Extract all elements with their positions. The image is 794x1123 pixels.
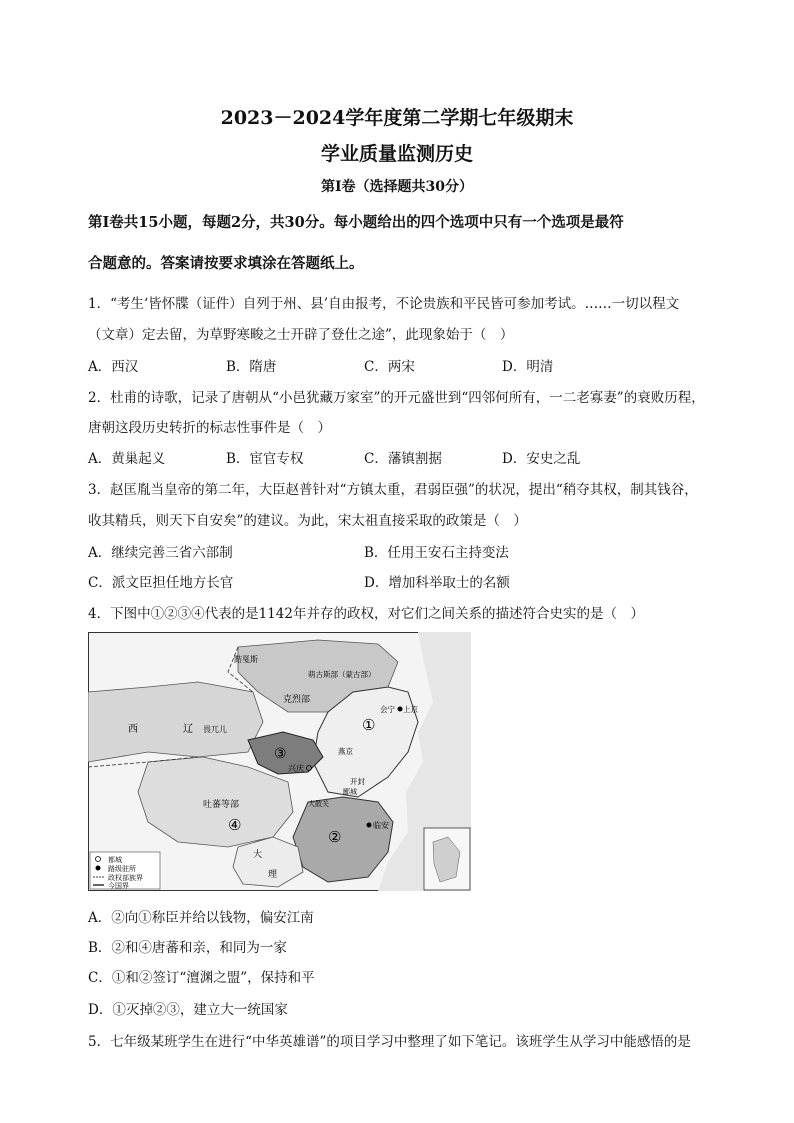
legend-regime-border: 政权部族界 <box>108 874 143 882</box>
exam-title-line2: 学业质量监测历史 <box>320 143 473 165</box>
label-menggu: 萌古斯部（蒙古部） <box>308 670 376 679</box>
q3-stem-line2: 收其精兵，则天下自安矣”的建议。为此，宋太祖直接采取的政策是（ ） <box>88 513 527 529</box>
label-region-3: ③ <box>274 746 287 762</box>
q3-option-c[interactable]: C．派文臣担任地方长官 <box>88 575 234 591</box>
label-shangjing: 上京 <box>403 705 418 714</box>
q3-option-b[interactable]: B．任用王安石主持变法 <box>364 545 509 561</box>
label-dali-2: 理 <box>268 870 278 880</box>
q1-stem-line2: （文章）定去留，为草野寒畯之士开辟了登仕之途”，此现象始于（ ） <box>88 327 514 343</box>
q1-stem-line1: 1．“考生‘皆怀牒（证件）自列于州、县’自由报考，不论贵族和平民皆可参加考试。……一切以程文 <box>88 296 680 312</box>
q4-stem-line1: 4．下图中①②③④代表的是1142年并存的政权，对它们之间关系的描述符合史实的是（ ） <box>88 606 644 622</box>
map-region-west-liao <box>88 682 263 762</box>
q2-stem-line1: 2．杜甫的诗歌，记录了唐朝从“小邑犹藏万家室”的开元盛世到“四邻何所有，一二老寡妻”的衰败历程， <box>88 390 705 406</box>
label-sanguan: 大散关 <box>308 800 329 808</box>
q3-option-d[interactable]: D．增加科举取士的名额 <box>364 575 510 591</box>
q2-option-b[interactable]: B．宦官专权 <box>226 451 304 467</box>
q4-option-b[interactable]: B．②和④唐蕃和亲，和同为一家 <box>88 940 287 956</box>
q2-stem-line2: 唐朝这段历史转折的标志性事件是（ ） <box>88 420 331 436</box>
label-huining: 会宁 <box>380 705 395 714</box>
legend-modern-border: 今国界 <box>108 882 129 890</box>
label-xi: 西 <box>128 724 138 735</box>
q5-stem-line1: 5．七年级某班学生在进行“中华英雄谱”的项目学习中整理了如下笔记。该班学生从学习中能感悟的是 <box>88 1034 691 1050</box>
label-region-2: ② <box>328 828 342 846</box>
section-title: 第Ⅰ卷（选择题共30分） <box>320 179 474 195</box>
instructions-line1: 第Ⅰ卷共15小题，每题2分，共30分。每小题给出的四个选项中只有一个选项是最符 <box>88 214 624 231</box>
q1-option-d[interactable]: D．明清 <box>502 359 554 375</box>
q2-option-a[interactable]: A．黄巢起义 <box>88 451 166 467</box>
label-xingqing: 兴庆 <box>288 764 304 773</box>
label-jiagusi: 黠戛斯 <box>234 655 258 664</box>
q1-option-a[interactable]: A．西汉 <box>88 359 139 375</box>
label-liao: 辽 <box>183 724 193 735</box>
q2-option-d[interactable]: D．安史之乱 <box>502 451 581 467</box>
label-yanjing: 燕京 <box>338 747 353 756</box>
q4-option-c[interactable]: C．①和②签订“澶渊之盟”，保持和平 <box>88 970 315 986</box>
label-linan: 临安 <box>373 821 389 830</box>
q1-option-b[interactable]: B．隋唐 <box>226 359 277 375</box>
q4-option-d[interactable]: D．①灭掉②③，建立大一统国家 <box>88 1002 288 1018</box>
instructions-line2: 合题意的。答案请按要求填涂在答题纸上。 <box>88 255 364 272</box>
label-kelie: 克烈部 <box>283 695 311 705</box>
q2-option-c[interactable]: C．藩镇割据 <box>364 451 442 467</box>
legend-route-seat: 路级驻所 <box>108 865 136 873</box>
label-region-4: ④ <box>228 816 242 834</box>
label-kaifeng: 开封 <box>350 777 365 786</box>
q3-stem-line1: 3．赵匡胤当皇帝的第二年，大臣赵普针对“方镇太重，君弱臣强”的状况，提出“稍夺其权，制其钱谷， <box>88 482 698 498</box>
label-dali-1: 大 <box>253 850 263 860</box>
exam-title-line1: 2023－2024学年度第二学期七年级期末 <box>220 107 574 129</box>
label-region-1: ① <box>362 716 376 734</box>
q4-option-a[interactable]: A．②向①称臣并给以钱物，偏安江南 <box>88 910 314 926</box>
q1-option-c[interactable]: C．两宋 <box>364 359 415 375</box>
legend-capital: 都城 <box>108 856 122 864</box>
label-liao-extra: 畏兀儿 <box>203 725 227 734</box>
label-yancheng: 郾城 <box>343 788 357 796</box>
label-tubo: 吐蕃等部 <box>203 800 240 810</box>
song-jin-map <box>88 632 471 891</box>
q3-option-a[interactable]: A．继续完善三省六部制 <box>88 545 233 561</box>
